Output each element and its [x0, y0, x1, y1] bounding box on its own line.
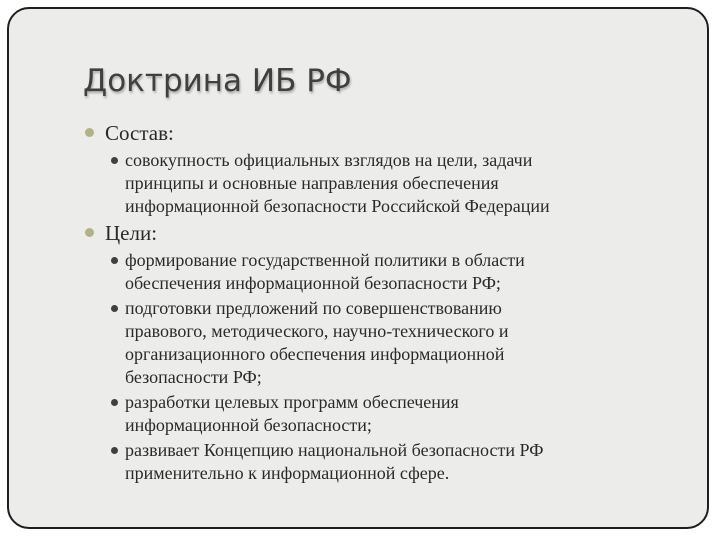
slide-body: [85, 120, 685, 487]
bullet-icon: [85, 128, 94, 137]
section-label: Состав:: [105, 121, 174, 145]
slide: [7, 7, 709, 529]
section-heading-composition: [85, 120, 685, 146]
list-item: [85, 391, 685, 437]
bullet-icon: [111, 447, 118, 454]
list-item: [85, 249, 685, 295]
bullet-icon: [111, 257, 118, 264]
list-item-text: подготовки предложений по совершенствованию правового, методического, научно-технического и организационного обеспечения информационной безопасности РФ;: [125, 298, 509, 387]
list-item-text: развивает Концепцию национальной безопасности РФ применительно к информационной сфере.: [125, 440, 544, 483]
list-item: [85, 439, 685, 485]
list-item-text: формирование государственной политики в области обеспечения информационной безопасности РФ;: [125, 250, 525, 293]
bullet-icon: [85, 228, 94, 237]
list-item: [85, 297, 685, 389]
list-item: [85, 149, 685, 218]
bullet-icon: [111, 305, 118, 312]
slide-title: Доктрина ИБ РФ: [83, 63, 352, 99]
section-label: Цели:: [105, 221, 158, 245]
bullet-icon: [111, 157, 118, 164]
goals-list: [85, 249, 685, 485]
bullet-icon: [111, 399, 118, 406]
section-heading-goals: [85, 220, 685, 246]
list-item-text: разработки целевых программ обеспечения информационной безопасности;: [125, 392, 459, 435]
list-item-text: совокупность официальных взглядов на цели, задачи принципы и основные направления обеспечения информационной безопасности Российской Федерации: [125, 150, 550, 216]
composition-list: [85, 149, 685, 218]
